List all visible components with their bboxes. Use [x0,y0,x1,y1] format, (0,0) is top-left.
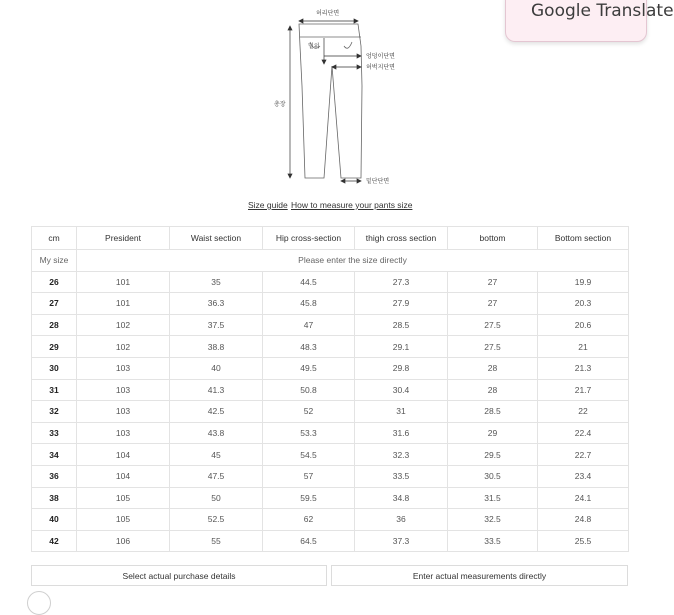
cell-bottom: 30.5 [448,465,538,487]
pants-measurement-diagram [262,6,412,191]
cell-bottom: 33.5 [448,530,538,552]
cell-thigh: 29.1 [355,336,448,358]
cell-hip: 62 [263,509,355,531]
cell-hip: 45.8 [263,293,355,315]
cell-president: 103 [77,357,170,379]
cell-size: 36 [32,465,77,487]
cell-bottom-section: 24.1 [538,487,629,509]
cell-thigh: 31.6 [355,422,448,444]
cell-waist: 42.5 [170,401,263,423]
cell-president: 101 [77,293,170,315]
enter-measurements-button[interactable]: Enter actual measurements directly [331,565,628,586]
length-label: 총장 [274,101,286,108]
cell-size: 30 [32,357,77,379]
table-row [32,379,629,401]
cell-waist: 36.3 [170,293,263,315]
cell-thigh: 30.4 [355,379,448,401]
hip-label: 허벅지단면 [366,64,395,71]
cell-bottom: 27 [448,271,538,293]
cell-bottom: 32.5 [448,509,538,531]
guide-links [0,200,628,214]
cell-size: 40 [32,509,77,531]
header-thigh: thigh cross section [355,227,448,250]
cell-bottom: 29.5 [448,444,538,466]
thigh-label: 엉덩이단면 [366,53,395,60]
cell-bottom-section: 24.8 [538,509,629,531]
cell-hip: 50.8 [263,379,355,401]
table-row [32,357,629,379]
hem-label: 밑단단면 [366,178,390,185]
waist-label: 허리단면 [316,10,340,17]
cell-hip: 54.5 [263,444,355,466]
cell-waist: 43.8 [170,422,263,444]
rise-label: 밑위 [308,43,320,50]
cell-president: 104 [77,444,170,466]
table-row [32,401,629,423]
cell-waist: 37.5 [170,314,263,336]
cell-bottom: 28 [448,357,538,379]
cell-thigh: 34.8 [355,487,448,509]
cell-waist: 40 [170,357,263,379]
cell-bottom-section: 23.4 [538,465,629,487]
cell-size: 29 [32,336,77,358]
my-size-row [32,250,629,272]
size-table [31,226,629,552]
header-hip: Hip cross-section [263,227,355,250]
table-row [32,293,629,315]
measure-guide-link[interactable]: How to measure your pants size [291,200,413,210]
cell-bottom-section: 21 [538,336,629,358]
cell-size: 34 [32,444,77,466]
table-row [32,487,629,509]
my-size-label: My size [32,250,77,272]
cell-president: 105 [77,509,170,531]
cell-president: 104 [77,465,170,487]
cell-waist: 41.3 [170,379,263,401]
cell-bottom: 31.5 [448,487,538,509]
select-purchase-button[interactable]: Select actual purchase details [31,565,327,586]
cell-thigh: 27.9 [355,293,448,315]
cell-size: 26 [32,271,77,293]
cell-hip: 53.3 [263,422,355,444]
cell-bottom-section: 21.7 [538,379,629,401]
cell-size: 28 [32,314,77,336]
cell-bottom: 28 [448,379,538,401]
cell-waist: 50 [170,487,263,509]
cell-hip: 48.3 [263,336,355,358]
table-row [32,530,629,552]
cell-president: 103 [77,401,170,423]
cell-thigh: 32.3 [355,444,448,466]
cell-waist: 35 [170,271,263,293]
cell-president: 105 [77,487,170,509]
cell-size: 27 [32,293,77,315]
cell-bottom: 29 [448,422,538,444]
cell-thigh: 37.3 [355,530,448,552]
cell-waist: 52.5 [170,509,263,531]
cell-president: 103 [77,422,170,444]
table-row [32,444,629,466]
table-row [32,509,629,531]
cell-bottom-section: 19.9 [538,271,629,293]
google-translate-label: Google Translate [531,1,674,21]
cell-president: 101 [77,271,170,293]
cell-hip: 52 [263,401,355,423]
cell-bottom-section: 25.5 [538,530,629,552]
header-bottom: bottom [448,227,538,250]
size-guide-link[interactable]: Size guide [248,200,288,210]
cell-thigh: 28.5 [355,314,448,336]
header-president: President [77,227,170,250]
cell-hip: 49.5 [263,357,355,379]
table-row [32,465,629,487]
cell-bottom-section: 20.6 [538,314,629,336]
cell-thigh: 27.3 [355,271,448,293]
cell-waist: 47.5 [170,465,263,487]
cell-hip: 44.5 [263,271,355,293]
my-size-input[interactable]: Please enter the size directly [77,250,629,272]
cell-thigh: 31 [355,401,448,423]
table-row [32,336,629,358]
google-translate-badge[interactable] [505,0,674,42]
cell-thigh: 29.8 [355,357,448,379]
scroll-top-button[interactable] [27,591,51,615]
cell-president: 103 [77,379,170,401]
cell-size: 33 [32,422,77,444]
cell-hip: 64.5 [263,530,355,552]
cell-bottom-section: 21.3 [538,357,629,379]
cell-bottom-section: 22 [538,401,629,423]
cell-thigh: 33.5 [355,465,448,487]
cell-bottom: 28.5 [448,401,538,423]
cell-size: 42 [32,530,77,552]
table-row [32,271,629,293]
cell-bottom: 27 [448,293,538,315]
cell-hip: 57 [263,465,355,487]
cell-size: 38 [32,487,77,509]
cell-bottom-section: 20.3 [538,293,629,315]
header-bottom-section: Bottom section [538,227,629,250]
cell-size: 32 [32,401,77,423]
cell-president: 102 [77,336,170,358]
cell-bottom-section: 22.7 [538,444,629,466]
table-header-row [32,227,629,250]
cell-hip: 47 [263,314,355,336]
table-row [32,422,629,444]
header-waist: Waist section [170,227,263,250]
header-cm: cm [32,227,77,250]
cell-waist: 45 [170,444,263,466]
cell-bottom: 27.5 [448,314,538,336]
cell-size: 31 [32,379,77,401]
cell-thigh: 36 [355,509,448,531]
cell-bottom: 27.5 [448,336,538,358]
table-row [32,314,629,336]
cell-waist: 38.8 [170,336,263,358]
cell-waist: 55 [170,530,263,552]
cell-president: 102 [77,314,170,336]
cell-hip: 59.5 [263,487,355,509]
cell-bottom-section: 22.4 [538,422,629,444]
cell-president: 106 [77,530,170,552]
